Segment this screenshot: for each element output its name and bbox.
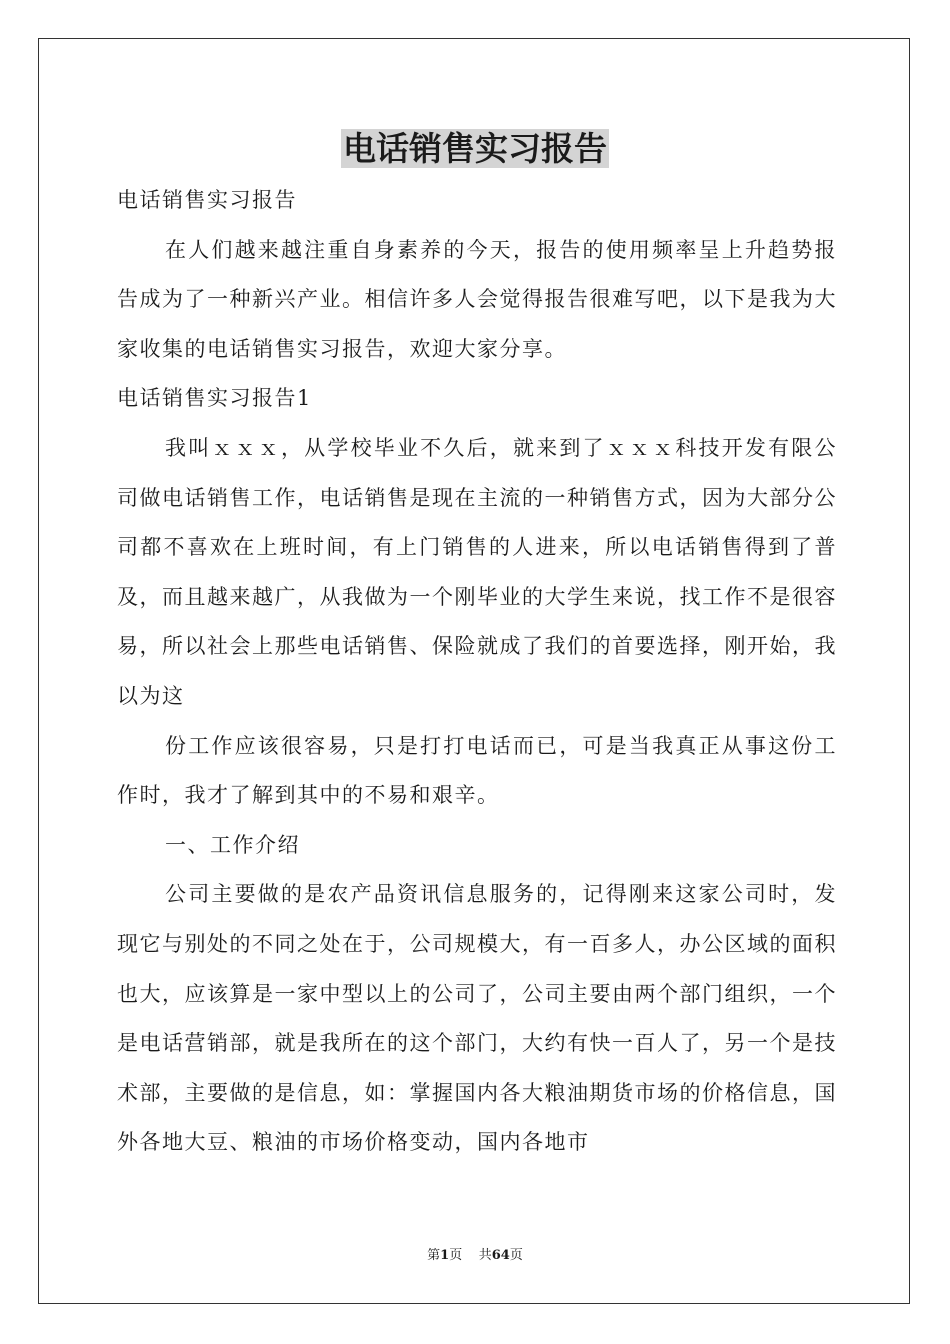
paragraph-intro: 在人们越来越注重自身素养的今天，报告的使用频率呈上升趋势报告成为了一种新兴产业。相信许多人会觉得报告很难写吧，以下是我为大家收集的电话销售实习报告，欢迎大家分享。 <box>117 237 837 361</box>
footer-total-pages: 64 <box>491 1248 510 1263</box>
paragraph-body: 份工作应该很容易，只是打打电话而已，可是当我真正从事这份工作时，我才了解到其中的不易和艰辛。 <box>117 733 837 808</box>
page-footer <box>0 1246 950 1266</box>
paragraph-body: 公司主要做的是农产品资讯信息服务的，记得刚来这家公司时，发现它与别处的不同之处在于，公司规模大，有一百多人，办公区域的面积也大，应该算是一家中型以上的公司了，公司主要由两个部门组织，一个是电话营销部，就是我所在的这个部门，大约有快一百人了，另一个是技术部，主要做的是信息，如：掌握国内各大粮油期货市场的价格信息，国外各地大豆、粮油的市场价格变动，国内各地市 <box>117 882 837 1155</box>
footer-prefix: 第 <box>427 1248 441 1263</box>
footer-total-suffix: 页 <box>509 1248 523 1263</box>
paragraph-subheading: 一、工作介绍 <box>165 832 300 857</box>
document-body <box>117 176 837 1168</box>
paragraph-body: 我叫ｘｘｘ，从学校毕业不久后，就来到了ｘｘｘ科技开发有限公司做电话销售工作，电话销售是现在主流的一种销售方式，因为大部分公司都不喜欢在上班时间，有上门销售的人进来，所以电话销售得到了普及，而且越来越广，从我做为一个刚毕业的大学生来说，找工作不是很容易，所以社会上那些电话销售、保险就成了我们的首要选择，刚开始，我以为这 <box>117 435 837 708</box>
footer-page-suffix: 页 <box>449 1248 463 1263</box>
footer-current-page: 1 <box>440 1248 450 1263</box>
document-title <box>0 126 950 172</box>
footer-total-prefix: 共 <box>478 1248 492 1263</box>
paragraph-section-heading: 电话销售实习报告1 <box>117 386 312 411</box>
paragraph-subtitle: 电话销售实习报告 <box>117 188 297 212</box>
document-title-text: 电话销售实习报告 <box>343 129 607 168</box>
